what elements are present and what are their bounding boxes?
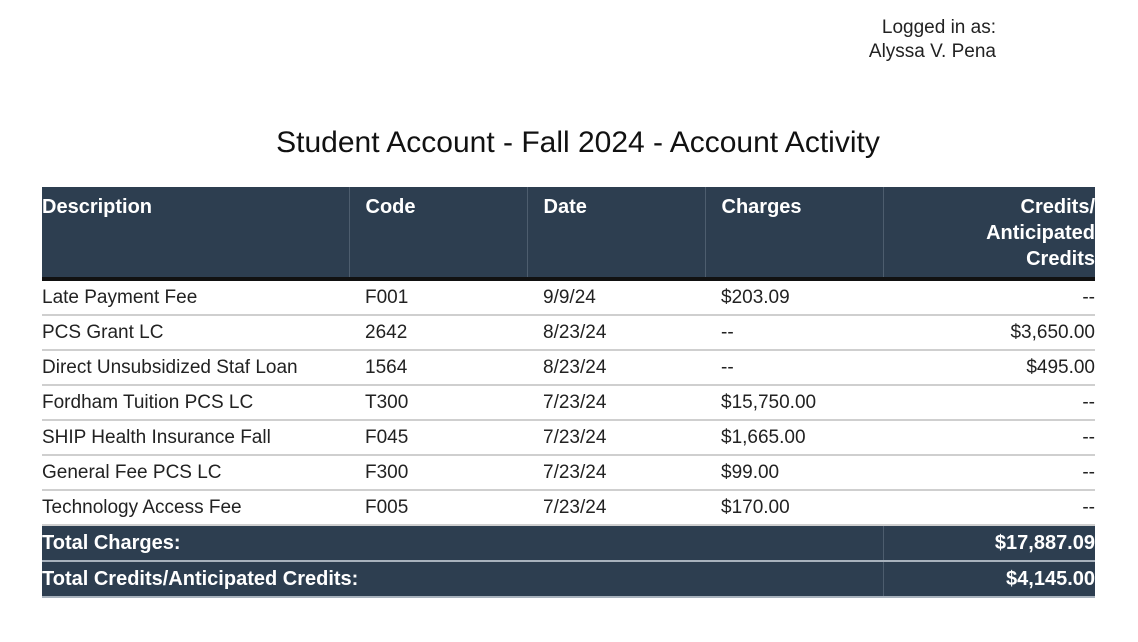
total-credits-value: $4,145.00 xyxy=(883,561,1095,597)
row-code: 2642 xyxy=(349,315,527,350)
credits-header-line: Anticipated xyxy=(986,222,1095,244)
row-description: Technology Access Fee xyxy=(42,490,349,525)
row-date: 7/23/24 xyxy=(527,490,705,525)
row-charges: $170.00 xyxy=(705,490,883,525)
row-credits: $495.00 xyxy=(883,350,1095,385)
credits-header-line: Credits/ xyxy=(1020,196,1095,218)
row-code: F005 xyxy=(349,490,527,525)
row-description: SHIP Health Insurance Fall xyxy=(42,420,349,455)
row-charges: $1,665.00 xyxy=(705,420,883,455)
row-charges: $99.00 xyxy=(705,455,883,490)
row-date: 7/23/24 xyxy=(527,455,705,490)
row-charges: -- xyxy=(705,350,883,385)
description-column-header: Description xyxy=(42,187,349,279)
page-title: Student Account - Fall 2024 - Account Activity xyxy=(276,126,880,159)
row-date: 7/23/24 xyxy=(527,385,705,420)
row-description: Direct Unsubsidized Staf Loan xyxy=(42,350,349,385)
row-description: Late Payment Fee xyxy=(42,279,349,315)
row-description: PCS Grant LC xyxy=(42,315,349,350)
row-date: 8/23/24 xyxy=(527,315,705,350)
total-charges-row xyxy=(42,525,1095,561)
table-row xyxy=(42,350,1095,385)
row-description: General Fee PCS LC xyxy=(42,455,349,490)
table-row xyxy=(42,385,1095,420)
charges-column-header: Charges xyxy=(705,187,883,279)
credits-header-line: Credits xyxy=(1026,248,1095,270)
login-label: Logged in as: xyxy=(881,17,996,38)
row-charges: $15,750.00 xyxy=(705,385,883,420)
row-code: T300 xyxy=(349,385,527,420)
table-row xyxy=(42,315,1095,350)
table-row xyxy=(42,420,1095,455)
table-row xyxy=(42,490,1095,525)
total-credits-row xyxy=(42,561,1095,597)
total-credits-label: Total Credits/Anticipated Credits: xyxy=(42,561,883,597)
row-credits: -- xyxy=(883,420,1095,455)
table-header-row xyxy=(42,187,1095,279)
date-column-header: Date xyxy=(527,187,705,279)
account-activity-table xyxy=(42,187,1095,598)
code-column-header: Code xyxy=(349,187,527,279)
row-credits: -- xyxy=(883,455,1095,490)
table-row xyxy=(42,279,1095,315)
row-date: 7/23/24 xyxy=(527,420,705,455)
row-code: 1564 xyxy=(349,350,527,385)
row-code: F001 xyxy=(349,279,527,315)
row-code: F045 xyxy=(349,420,527,455)
user-name: Alyssa V. Pena xyxy=(868,41,996,62)
login-info xyxy=(800,16,996,64)
row-code: F300 xyxy=(349,455,527,490)
total-charges-value: $17,887.09 xyxy=(883,525,1095,561)
row-credits: $3,650.00 xyxy=(883,315,1095,350)
row-charges: -- xyxy=(705,315,883,350)
credits-column-header xyxy=(883,187,1095,279)
row-credits: -- xyxy=(883,490,1095,525)
row-credits: -- xyxy=(883,279,1095,315)
row-charges: $203.09 xyxy=(705,279,883,315)
total-charges-label: Total Charges: xyxy=(42,525,883,561)
row-description: Fordham Tuition PCS LC xyxy=(42,385,349,420)
row-credits: -- xyxy=(883,385,1095,420)
row-date: 8/23/24 xyxy=(527,350,705,385)
row-date: 9/9/24 xyxy=(527,279,705,315)
table-row xyxy=(42,455,1095,490)
